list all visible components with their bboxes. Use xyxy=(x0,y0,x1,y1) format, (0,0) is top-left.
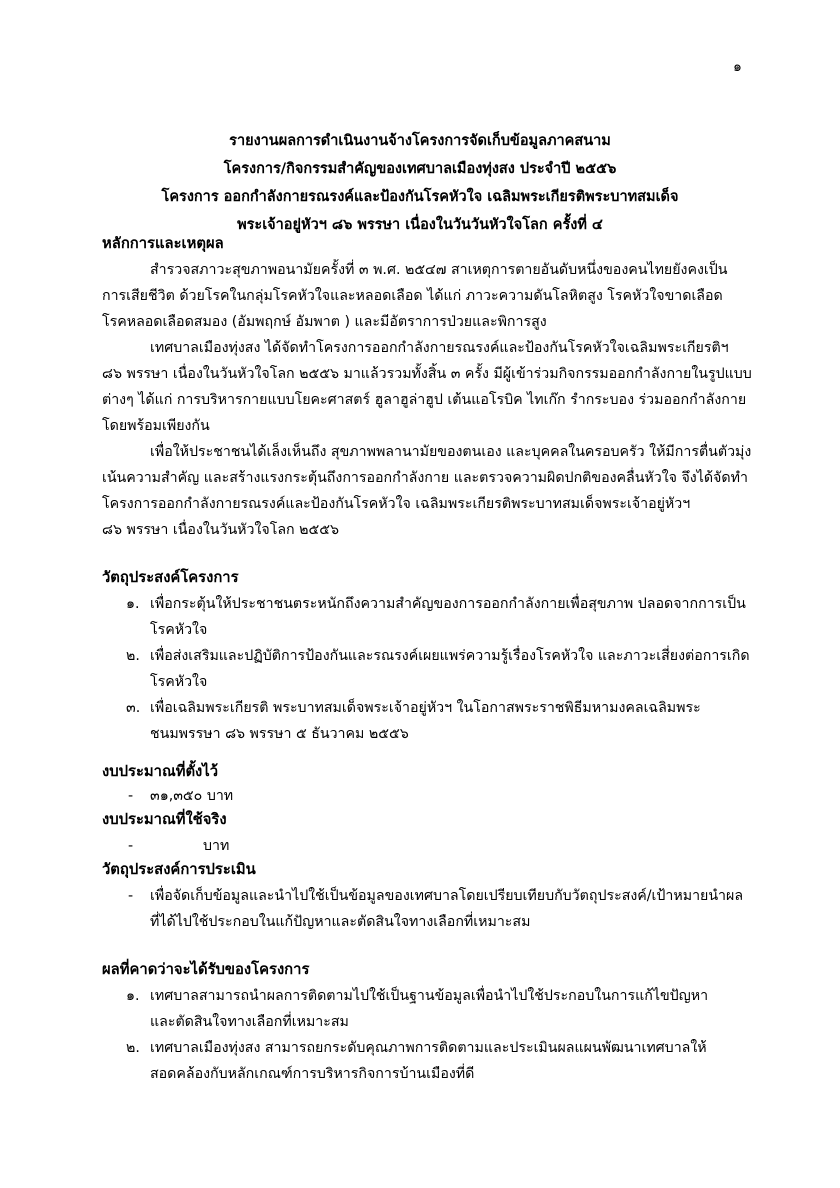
list-number: ๓. xyxy=(126,700,141,716)
list-item-line: เพื่อเฉลิมพระเกียรติ พระบาทสมเด็จพระเจ้าอยู่หัวฯ ในโอกาสพระราชพิธีมหามงคลเฉลิมพระ xyxy=(150,700,701,716)
paragraph-line: ต่างๆ ได้แก่ การบริหารกายแบบโยคะศาสตร์ ฮูลาฮูล่าฮูป เต้นแอโรบิค ไทเก๊ก รำกระบอง ร่วมออกกำลังกาย xyxy=(102,392,747,408)
list-number: ๑. xyxy=(126,596,140,612)
paragraph-line: โดยพร้อมเพียงกัน xyxy=(102,418,210,434)
list-dash: - xyxy=(128,788,134,804)
list-item-line: เทศบาลสามารถนำผลการติดตามไปใช้เป็นฐานข้อมูลเพื่อนำไปใช้ประกอบในการแก้ไขปัญหา xyxy=(150,988,709,1004)
report-title xyxy=(0,127,840,239)
list-number: ๒. xyxy=(126,1040,140,1056)
paragraph-line: ๘๖ พรรษา เนื่องในวันหัวใจโลก ๒๕๕๖ มาแล้วรวมทั้งสิ้น ๓ ครั้ง มีผู้เข้าร่วมกิจกรรมออกกำลังกายในรูปแบบ xyxy=(102,366,752,382)
list-item-line: เทศบาลเมืองทุ่งสง สามารถยกระดับคุณภาพการติดตามและประเมินผลแผนพัฒนาเทศบาลให้ xyxy=(150,1040,707,1056)
list-item-line: โรคหัวใจ xyxy=(150,622,208,638)
list-number: ๒. xyxy=(126,648,140,664)
paragraph-line: เน้นความสำคัญ และสร้างแรงกระตุ้นถึงการออกกำลังกาย และตรวจความผิดปกติของคลื่นหัวใจ จึงได้จัดทำ xyxy=(102,470,748,486)
list-item-line: เพื่อส่งเสริมและปฏิบัติการป้องกันและรณรงค์เผยแพร่ความรู้เรื่องโรคหัวใจ และภาวะเสี่ยงต่อการเกิด xyxy=(150,648,750,664)
title-line: โครงการ ออกกำลังกายรณรงค์และป้องกันโรคหัวใจ เฉลิมพระเกียรติพระบาทสมเด็จ xyxy=(161,189,679,205)
list-item-line: เพื่อกระตุ้นให้ประชาชนตระหนักถึงความสำคัญของการออกกำลังกายเพื่อสุขภาพ ปลอดจากการเป็น xyxy=(150,596,746,612)
page-number: ๑ xyxy=(733,59,742,75)
list-item-line: สอดคล้องกับหลักเกณฑ์การบริหารกิจการบ้านเมืองที่ดี xyxy=(150,1066,475,1082)
section-heading-budget-used: งบประมาณที่ใช้จริง xyxy=(102,811,227,828)
section-heading-principles: หลักการและเหตุผล xyxy=(102,235,224,252)
budget-set-value: ๓๑,๓๕๐ บาท xyxy=(150,788,234,804)
section-heading-expected-results: ผลที่คาดว่าจะได้รับของโครงการ xyxy=(102,961,310,978)
list-item-line: ชนมพรรษา ๘๖ พรรษา ๕ ธันวาคม ๒๕๕๖ xyxy=(150,726,409,742)
paragraph-line: การเสียชีวิต ด้วยโรคในกลุ่มโรคหัวใจและหลอดเลือด ได้แก่ ภาวะความดันโลหิตสูง โรคหัวใจขาดเลือด xyxy=(102,288,723,304)
list-item-line: และตัดสินใจทางเลือกที่เหมาะสม xyxy=(150,1014,349,1030)
paragraph-line: เพื่อให้ประชาชนได้เล็งเห็นถึง สุขภาพพลานามัยของตนเอง และบุคคลในครอบครัว ให้มีการตื่นตัวมุ่ง xyxy=(150,444,752,460)
list-dash: - xyxy=(128,888,134,904)
title-line: พระเจ้าอยู่หัวฯ ๘๖ พรรษา เนื่องในวันวันหัวใจโลก ครั้งที่ ๔ xyxy=(237,217,603,233)
paragraph-line: เพื่อจัดเก็บข้อมูลและนำไปใช้เป็นข้อมูลของเทศบาลโดยเปรียบเทียบกับวัตถุประสงค์/เป้าหมายนำผล xyxy=(150,888,744,904)
section-heading-objectives: วัตถุประสงค์โครงการ xyxy=(102,569,239,586)
list-dash: - xyxy=(128,838,134,854)
title-line: รายงานผลการดำเนินงานจ้างโครงการจัดเก็บข้อมูลภาคสนาม xyxy=(229,133,611,149)
paragraph-line: ๘๖ พรรษา เนื่องในวันหัวใจโลก ๒๕๕๖ xyxy=(102,522,339,538)
paragraph-line: เทศบาลเมืองทุ่งสง ได้จัดทำโครงการออกกำลังกายรณรงค์และป้องกันโรคหัวใจเฉลิมพระเกียรติฯ xyxy=(150,340,729,356)
list-number: ๑. xyxy=(126,988,140,1004)
section-heading-eval-objectives: วัตถุประสงค์การประเมิน xyxy=(102,861,256,878)
list-item-line: โรคหัวใจ xyxy=(150,674,208,690)
title-line: โครงการ/กิจกรรมสำคัญของเทศบาลเมืองทุ่งสง ประจำปี ๒๕๕๖ xyxy=(223,161,617,177)
paragraph-line: ที่ได้ไปใช้ประกอบในแก้ปัญหาและตัดสินใจทางเลือกที่เหมาะสม xyxy=(150,914,531,930)
paragraph-line: สำรวจสภาวะสุขภาพอนามัยครั้งที่ ๓ พ.ศ. ๒๕๔๗ สาเหตุการตายอันดับหนึ่งของคนไทยยังคงเป็น xyxy=(150,262,728,278)
section-heading-budget-set: งบประมาณที่ตั้งไว้ xyxy=(102,763,219,780)
budget-used-value: บาท xyxy=(203,838,230,854)
paragraph-line: โรคหลอดเลือดสมอง (อัมพฤกษ์ อัมพาต ) และมีอัตราการป่วยและพิการสูง xyxy=(102,314,547,330)
paragraph-line: โครงการออกกำลังกายรณรงค์และป้องกันโรคหัวใจ เฉลิมพระเกียรติพระบาทสมเด็จพระเจ้าอยู่หัวฯ xyxy=(102,496,691,512)
